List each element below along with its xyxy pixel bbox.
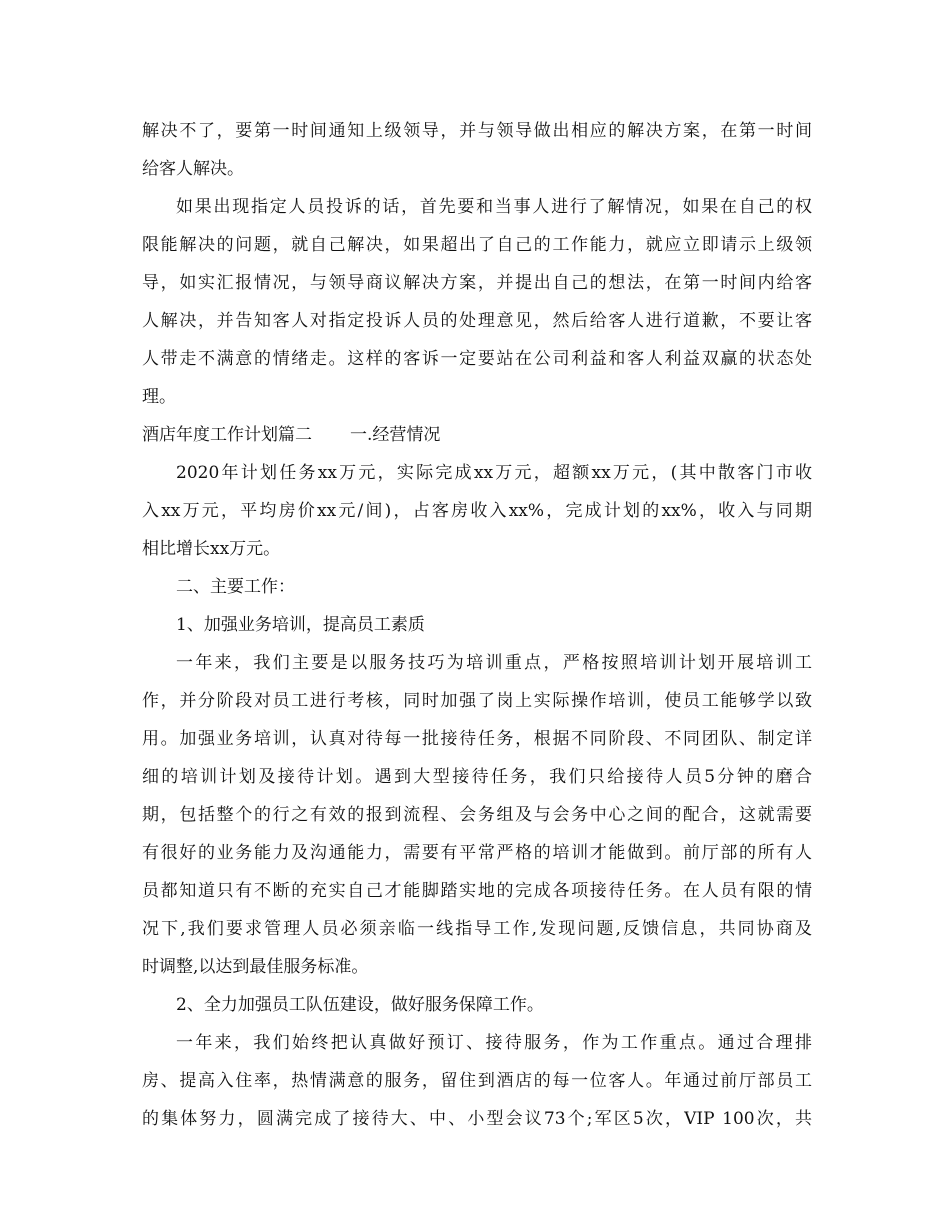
line-text: 一年来，我们主要是以服务技巧为培训重点，严格按照培训计划开展培训工 [176,653,812,673]
line-text: 1、加强业务培训，提高员工素质 [176,615,425,635]
line-text: 有很好的业务能力及沟通能力，需要有平常严格的培训才能做到。前厅部的所有人 [142,843,812,863]
text-line [142,340,812,378]
line-text: 理。 [142,387,176,407]
text-line [142,264,812,302]
line-text: 细的培训计划及接待计划。遇到大型接待任务，我们只给接待人员5分钟的磨合 [142,767,812,787]
text-line [142,302,812,340]
text-line [142,530,812,568]
paragraph [142,568,812,606]
text-line [142,986,812,1024]
paragraph [142,454,812,568]
text-line [142,454,812,492]
text-line [142,378,812,416]
text-line [142,606,812,644]
text-line [142,682,812,720]
text-line [142,492,812,530]
line-text: 期，包括整个的行之有效的报到流程、会务组及与会务中心之间的配合，这就需要 [142,805,812,825]
line-text: 如果出现指定人员投诉的话，首先要和当事人进行了解情况，如果在自己的权 [176,197,812,217]
text-line [142,872,812,910]
text-line [142,948,812,986]
text-line [142,226,812,264]
paragraph [142,986,812,1024]
line-text: 人带走不满意的情绪走。这样的客诉一定要站在公司利益和客人利益双赢的状态处 [142,349,812,369]
line-text: 2020年计划任务xx万元，实际完成xx万元，超额xx万元，(其中散客门市收 [176,463,812,483]
line-text: 导，如实汇报情况，与领导商议解决方案，并提出自己的想法，在第一时间内给客 [142,273,812,293]
line-text: 况下,我们要求管理人员必须亲临一线指导工作,发现问题,反馈信息，共同协商及 [142,919,812,939]
line-text: 员都知道只有不断的充实自己才能脚踏实地的完成各项接待任务。在人员有限的情 [142,881,812,901]
line-text: 一年来，我们始终把认真做好预订、接待服务，作为工作重点。通过合理排 [176,1033,812,1053]
paragraph [142,112,812,188]
paragraph [142,1024,812,1138]
line-text: 用。加强业务培训，认真对待每一批接待任务，根据不同阶段、不同团队、制定详 [142,729,812,749]
document-page [142,112,812,1138]
line-text: 二、主要工作： [176,577,295,597]
line-text: 的集体努力，圆满完成了接待大、中、小型会议73个;军区5次，VIP 100次，共 [142,1109,812,1129]
line-text: 限能解决的问题，就自己解决，如果超出了自己的工作能力，就应立即请示上级领 [142,235,812,255]
section-title: 酒店年度工作计划篇二 [142,425,312,445]
line-text: 入xx万元，平均房价xx元/间)，占客房收入xx%，完成计划的xx%，收入与同期 [142,501,812,521]
text-line [142,758,812,796]
line-text: 人解决，并告知客人对指定投诉人员的处理意见，然后给客人进行道歉，不要让客 [142,311,812,331]
text-line [142,720,812,758]
text-line [142,568,812,606]
heading-spacer [312,416,350,454]
paragraph [142,188,812,416]
line-text: 时调整,以达到最佳服务标准。 [142,957,369,977]
text-line [142,1100,812,1138]
section-heading [142,416,812,454]
text-line [142,188,812,226]
text-line [142,1024,812,1062]
paragraph [142,606,812,644]
line-text: 2、全力加强员工队伍建设，做好服务保障工作。 [176,995,544,1015]
text-line [142,644,812,682]
text-line [142,796,812,834]
line-text: 房、提高入住率，热情满意的服务，留住到酒店的每一位客人。年通过前厅部员工 [142,1071,812,1091]
text-line [142,1062,812,1100]
text-line [142,112,812,150]
line-text: 作，并分阶段对员工进行考核，同时加强了岗上实际操作培训，使员工能够学以致 [142,691,812,711]
text-line [142,910,812,948]
section-subtitle: 一.经营情况 [350,425,441,445]
line-text: 给客人解决。 [142,159,244,179]
line-text: 相比增长xx万元。 [142,539,281,559]
paragraph [142,644,812,986]
text-line [142,150,812,188]
line-text: 解决不了，要第一时间通知上级领导，并与领导做出相应的解决方案，在第一时间 [142,121,812,141]
text-line [142,834,812,872]
